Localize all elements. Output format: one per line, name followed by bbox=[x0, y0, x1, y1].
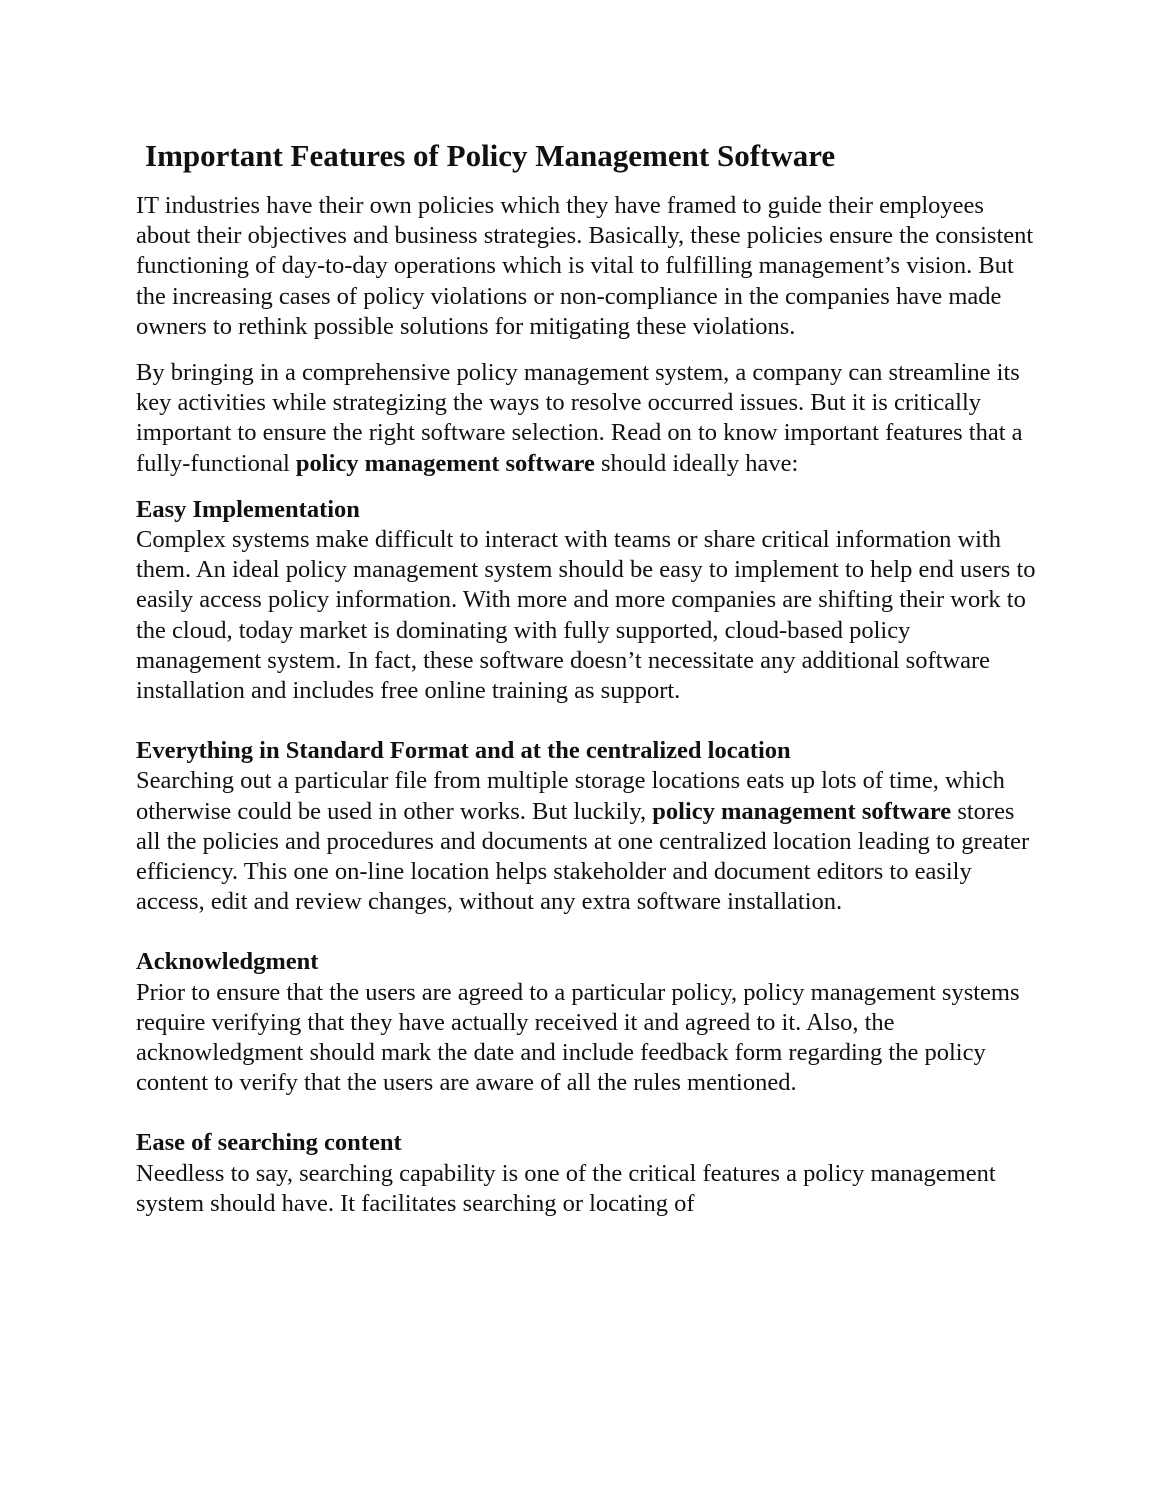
section-body-text-before: Searching out a particular file from multiple storage locations eats up lots of time, which otherwise could be used in other works. But luckily, bbox=[136, 767, 1005, 825]
section-ease-of-searching bbox=[136, 1128, 1036, 1219]
document-title: Important Features of Policy Management Software bbox=[145, 138, 836, 173]
section-acknowledgment bbox=[136, 947, 1036, 1098]
intro-paragraph-2-text-after: should ideally have: bbox=[594, 449, 799, 477]
section-heading: Acknowledgment bbox=[136, 948, 319, 976]
section-easy-implementation bbox=[136, 495, 1036, 706]
intro-paragraph-1: IT industries have their own policies which they have framed to guide their employees about their objectives and business strategies. Basically, these policies ensure the consistent functioning of day-to-day operations which is vital to fulfilling management’s vision. But the increasing cases of policy violations or non-compliance in the companies have made owners to rethink possible solutions for mitigating these violations. bbox=[136, 192, 1034, 340]
section-heading: Everything in Standard Format and at the centralized location bbox=[136, 737, 791, 765]
section-body-bold-term: policy management software bbox=[652, 797, 952, 825]
section-standard-format bbox=[136, 736, 1036, 917]
intro-paragraph-2-text-before: By bringing in a comprehensive policy management system, a company can streamline its key activities while strategizing the ways to resolve occurred issues. But it is critically important to ensure the right software selection. Read on to know important features that a fully-functional bbox=[136, 359, 1023, 477]
intro-paragraph-2 bbox=[136, 358, 1036, 479]
section-body: Needless to say, searching capability is one of the critical features a policy management system should have. It facilitates searching or locating of bbox=[136, 1159, 996, 1217]
intro-paragraph-2-bold-term: policy management software bbox=[295, 449, 595, 477]
section-body: Prior to ensure that the users are agreed to a particular policy, policy management systems require verifying that they have actually received it and agreed to it. Also, the acknowledgment should mark the date and include feedback form regarding the policy content to verify that the users are aware of all the rules mentioned. bbox=[136, 978, 1020, 1097]
section-body: Complex systems make difficult to interact with teams or share critical information with them. An ideal policy management system should be easy to implement to help end users to easily access policy information. With more and more companies are shifting their work to the cloud, today market is dominating with fully supported, cloud-based policy management system. In fact, these software doesn’t necessitate any additional software installation and includes free online training as support. bbox=[136, 526, 1036, 705]
document-page bbox=[136, 136, 1036, 1219]
section-heading: Easy Implementation bbox=[136, 495, 360, 523]
section-heading: Ease of searching content bbox=[136, 1129, 402, 1157]
section-body-text-after: stores all the policies and procedures and documents at one centralized location leading to greater efficiency. This one on-line location helps stakeholder and document editors to easily access, edit and review changes, without any extra software installation. bbox=[136, 797, 1030, 916]
section-body bbox=[136, 766, 1036, 917]
